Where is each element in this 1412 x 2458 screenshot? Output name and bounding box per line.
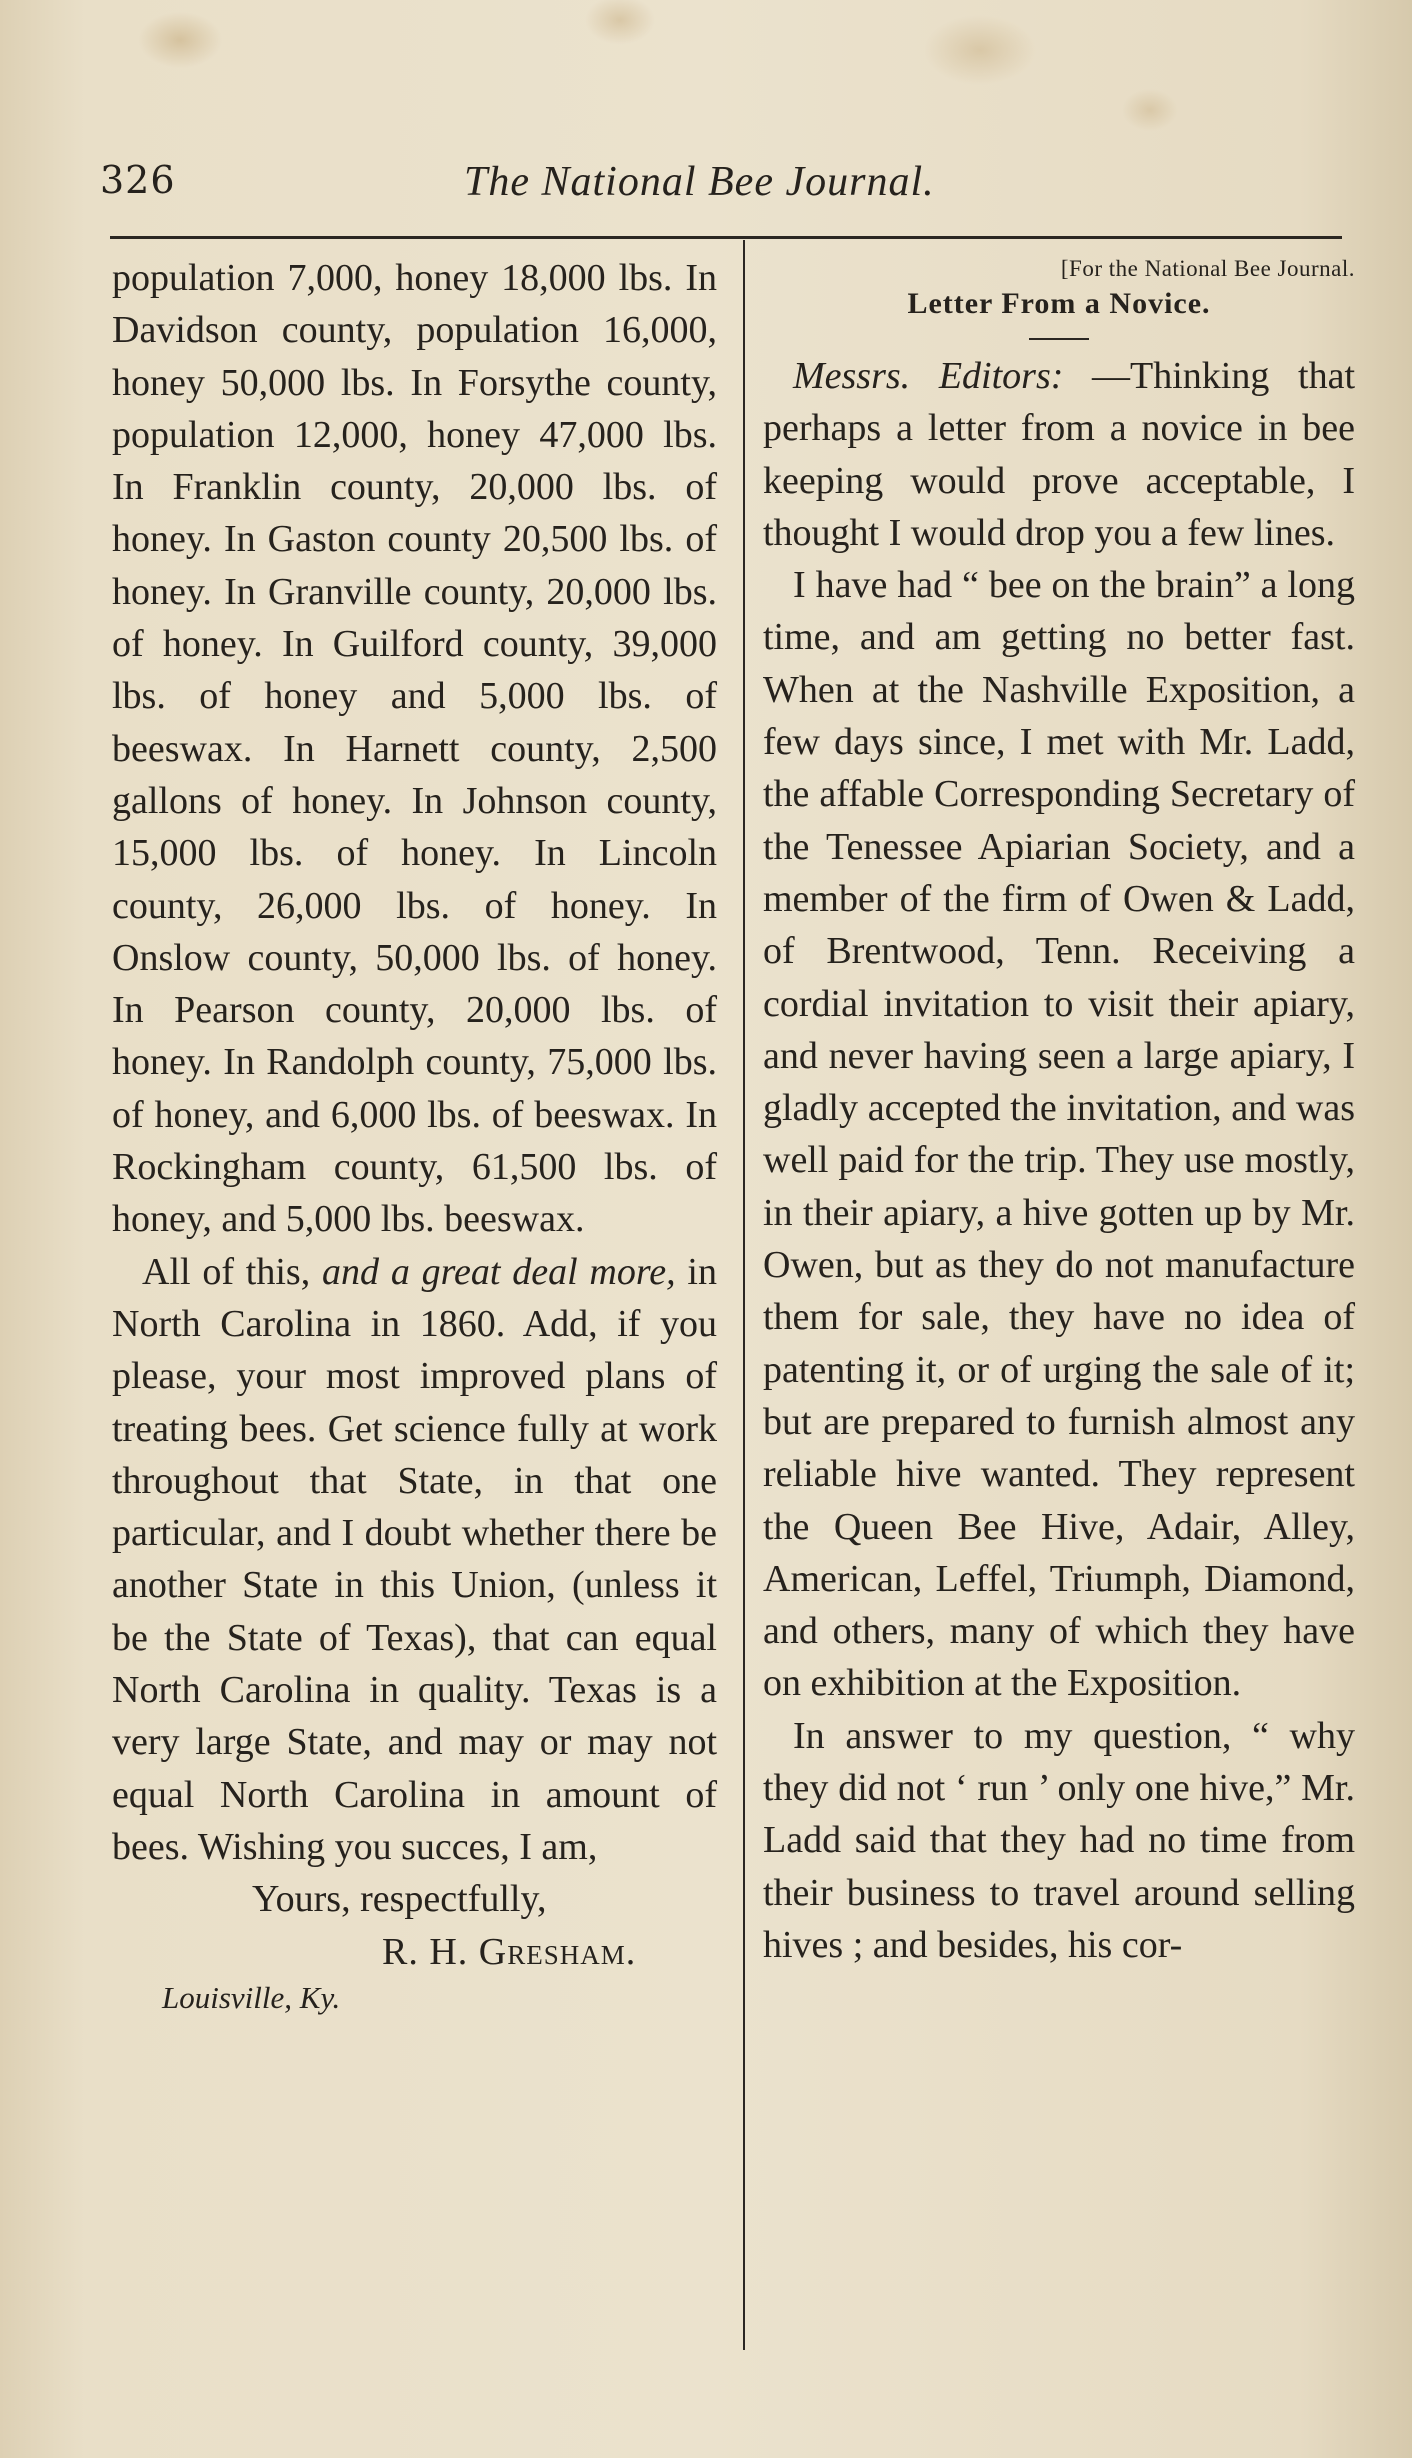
page-number: 326	[100, 158, 176, 202]
article-title: Letter From a Novice.	[907, 287, 1211, 320]
left-column	[112, 252, 717, 2018]
right-paragraph-1	[763, 350, 1355, 559]
left-paragraph-2-italic: and a great deal more,	[322, 1250, 676, 1293]
left-paragraph-2	[112, 1246, 717, 1874]
right-column	[763, 252, 1355, 1971]
right-paragraph-1-rest: —Thinking that perhaps a letter from a novice in bee keeping would prove acceptable, I thought I would drop you a few lines.	[763, 355, 1356, 554]
letter-signature: R. H. Gresham.	[382, 1930, 637, 1973]
column-divider	[743, 240, 745, 2350]
title-rule	[1029, 338, 1089, 340]
page-header	[100, 158, 1030, 218]
right-paragraph-2: I have had “ bee on the brain” a long time, and am getting no better fast. When at the Nashville Exposition, a few days since, I met with Mr. Ladd, the affable Corresponding Secretary of the Tenessee Apiarian Society, and a member of the firm of Owen & Ladd, of Brentwood, Tenn. Receiving a cordial invitation to visit their apiary, and never having seen a large apiary, I gladly accepted the invitation, and was well paid for the trip. They use mostly, in their apiary, a hive gotten up by Mr. Owen, but as they do not manufacture them for sale, they have no idea of patenting it, or of urging the sale of it; but are prepared to furnish almost any reliable hive wanted. They represent the Queen Bee Hive, Adair, Alley, American, Leffel, Triumph, Diamond, and others, many of which they have on exhibition at the Exposition.	[763, 564, 1355, 1705]
right-paragraph-3: In answer to my question, “ why they did not ‘ run ’ only one hive,” Mr. Ladd said that they had no time from their business to travel around selling hives ; and besides, his cor-	[763, 1714, 1355, 1966]
letter-place: Louisville, Ky.	[162, 1979, 341, 2015]
letter-closing: Yours, respectfully,	[252, 1878, 547, 1921]
left-paragraph-2-rest: in North Carolina in 1860. Add, if you please, your most improved plans of treating bees. Get science fully at work throughout that State, in that one particular, and I doubt whether there be another State in this Union, (unless it be the State of Texas), that can equal North Carolina in quality. Texas is a very large State, and may or may not equal North Carolina in amount of bees. Wishing you succes, I am,	[112, 1250, 717, 1868]
left-paragraph-1: population 7,000, honey 18,000 lbs. In Davidson county, population 16,000, honey 50,000 lbs. In Forsythe county, population 12,000, honey 47,000 lbs. In Franklin county, 20,000 lbs. of honey. In Gaston county 20,500 lbs. of honey. In Granville county, 20,000 lbs. of honey. In Guilford county, 39,000 lbs. of honey and 5,000 lbs. of beeswax. In Harnett county, 2,500 gallons of honey. In Johnson county, 15,000 lbs. of honey. In Lincoln county, 26,000 lbs. of honey. In Onslow county, 50,000 lbs. of honey. In Pearson county, 20,000 lbs. of honey. In Randolph county, 75,000 lbs. of honey, and 6,000 lbs. of beeswax. In Rockingham county, 61,500 lbs. of honey, and 5,000 lbs. beeswax.	[112, 257, 717, 1241]
left-paragraph-2-start: All of this,	[142, 1250, 323, 1293]
journal-title: The National Bee Journal.	[464, 159, 935, 205]
salutation: Messrs. Editors:	[793, 355, 1064, 397]
header-rule	[110, 236, 1342, 239]
source-note: [For the National Bee Journal.	[1060, 256, 1355, 281]
